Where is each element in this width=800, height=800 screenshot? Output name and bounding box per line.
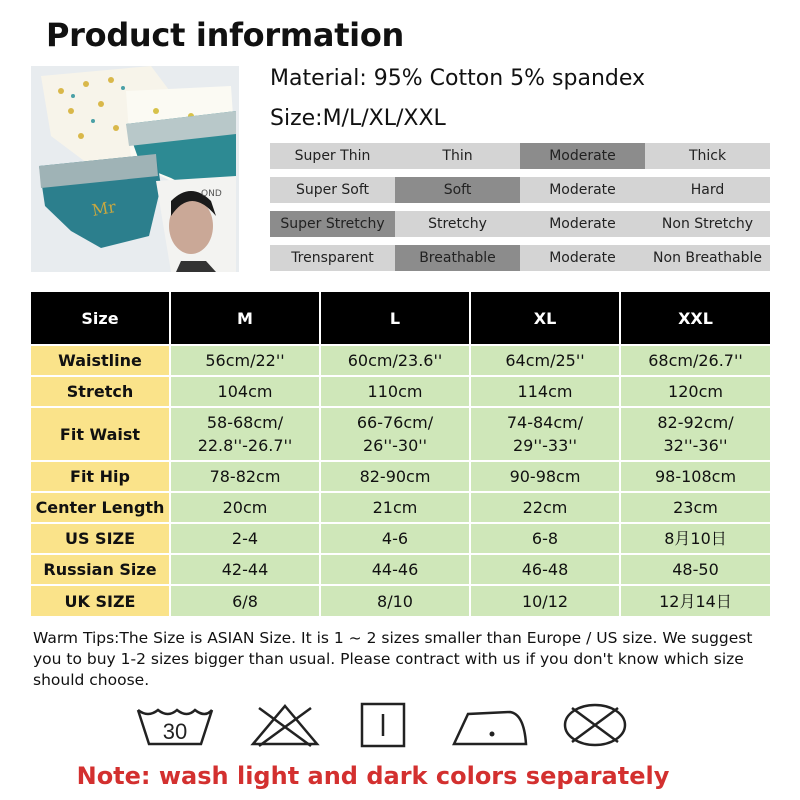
size-header-cell: XL (470, 292, 620, 345)
property-row-thickness (270, 143, 770, 169)
table-cell: 68cm/26.7'' (620, 345, 770, 376)
row-label: Stretch (31, 376, 170, 407)
wash-temperature-label: 30 (162, 719, 188, 744)
table-cell: 4-6 (320, 523, 470, 554)
table-cell: 2-4 (170, 523, 320, 554)
property-option: Thick (645, 143, 770, 169)
table-cell: 104cm (170, 376, 320, 407)
table-row (31, 585, 770, 616)
size-header-cell: XXL (620, 292, 770, 345)
property-option-selected: Super Stretchy (270, 211, 395, 237)
property-option-selected: Soft (395, 177, 520, 203)
table-cell: 78-82cm (170, 461, 320, 492)
table-cell: 82-90cm (320, 461, 470, 492)
size-header-row (31, 292, 770, 345)
warm-tips: Warm Tips:The Size is ASIAN Size. It is 1 ~ 2 sizes smaller than Europe / US size. We suggest you to buy 1-2 sizes bigger than usual. Please contract with us if you don't know which size should choose. (33, 629, 753, 689)
table-cell: 12月14日 (620, 585, 770, 616)
property-option: Thin (395, 143, 520, 169)
table-cell: 8月10日 (620, 523, 770, 554)
size-chart-table (31, 292, 770, 616)
property-option: Moderate (520, 177, 645, 203)
table-cell: 110cm (320, 376, 470, 407)
property-option-selected: Breathable (395, 245, 520, 271)
no-dry-clean-icon (562, 702, 628, 748)
table-cell: 66-76cm/ 26''-30'' (320, 407, 470, 461)
table-cell: 21cm (320, 492, 470, 523)
property-option: Super Thin (270, 143, 395, 169)
table-cell: 42-44 (170, 554, 320, 585)
row-label: Fit Hip (31, 461, 170, 492)
row-label: Russian Size (31, 554, 170, 585)
iron-low-icon (452, 702, 530, 748)
size-spec: Size:M/L/XL/XXL (270, 106, 446, 131)
table-cell: 114cm (470, 376, 620, 407)
table-cell: 44-46 (320, 554, 470, 585)
property-grid (270, 143, 770, 279)
table-cell: 90-98cm (470, 461, 620, 492)
table-cell: 120cm (620, 376, 770, 407)
property-option: Trensparent (270, 245, 395, 271)
no-bleach-icon (249, 702, 321, 748)
property-row-stretch (270, 211, 770, 237)
table-row (31, 376, 770, 407)
row-label: Fit Waist (31, 407, 170, 461)
property-option: Super Soft (270, 177, 395, 203)
table-cell: 22cm (470, 492, 620, 523)
row-label: Center Length (31, 492, 170, 523)
svg-text:Mr: Mr (90, 197, 118, 220)
property-option: Non Breathable (645, 245, 770, 271)
tumble-dry-line-icon (360, 702, 406, 748)
table-row (31, 554, 770, 585)
size-table-body (31, 345, 770, 616)
property-option: Non Stretchy (645, 211, 770, 237)
property-row-softness (270, 177, 770, 203)
table-cell: 20cm (170, 492, 320, 523)
table-cell: 6/8 (170, 585, 320, 616)
page-title: Product information (46, 16, 405, 54)
wash-note: Note: wash light and dark colors separately (76, 762, 670, 790)
property-option-selected: Moderate (520, 143, 645, 169)
table-cell: 8/10 (320, 585, 470, 616)
product-photo (31, 66, 239, 272)
size-header-cell: Size (31, 292, 170, 345)
table-cell: 74-84cm/ 29''-33'' (470, 407, 620, 461)
row-label: Waistline (31, 345, 170, 376)
property-option: Hard (645, 177, 770, 203)
material-spec: Material: 95% Cotton 5% spandex (270, 66, 646, 91)
table-row (31, 492, 770, 523)
wash-30-icon (135, 702, 215, 748)
svg-text:OND: OND (201, 189, 222, 199)
table-cell: 82-92cm/ 32''-36'' (620, 407, 770, 461)
table-cell: 46-48 (470, 554, 620, 585)
table-cell: 23cm (620, 492, 770, 523)
property-option: Moderate (520, 245, 645, 271)
table-cell: 64cm/25'' (470, 345, 620, 376)
table-cell: 56cm/22'' (170, 345, 320, 376)
table-cell: 58-68cm/ 22.8''-26.7'' (170, 407, 320, 461)
row-label: US SIZE (31, 523, 170, 554)
property-row-transparency (270, 245, 770, 271)
table-cell: 48-50 (620, 554, 770, 585)
table-cell: 10/12 (470, 585, 620, 616)
table-cell: 60cm/23.6'' (320, 345, 470, 376)
size-header-cell: L (320, 292, 470, 345)
row-label: UK SIZE (31, 585, 170, 616)
table-cell: 98-108cm (620, 461, 770, 492)
size-header-cell: M (170, 292, 320, 345)
table-row (31, 523, 770, 554)
table-row (31, 345, 770, 376)
table-cell: 6-8 (470, 523, 620, 554)
table-row (31, 407, 770, 461)
property-option: Moderate (520, 211, 645, 237)
table-row (31, 461, 770, 492)
property-option: Stretchy (395, 211, 520, 237)
